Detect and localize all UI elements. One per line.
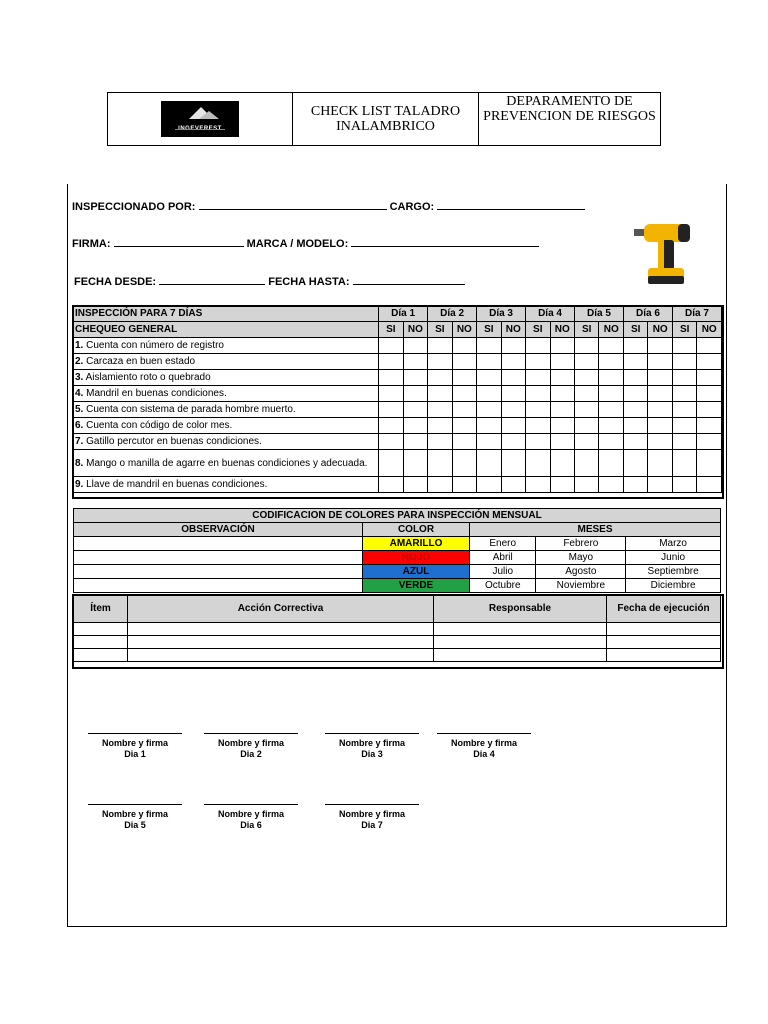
- signature-label: FIRMA:: [72, 238, 111, 250]
- yes-checkbox[interactable]: [379, 354, 403, 370]
- yes-checkbox[interactable]: [379, 477, 403, 493]
- signature-label: Nombre y firma: [217, 809, 285, 819]
- date-from-label: FECHA DESDE:: [74, 276, 157, 288]
- yes-checkbox[interactable]: [428, 354, 452, 370]
- no-checkbox[interactable]: [648, 370, 672, 386]
- yes-header: SI: [477, 322, 501, 338]
- month-cell: Agosto: [536, 565, 626, 579]
- no-checkbox[interactable]: [550, 386, 574, 402]
- signature-day: Dia 4: [473, 749, 495, 759]
- signature-day-1[interactable]: [88, 733, 182, 760]
- month-cell: Junio: [626, 551, 721, 565]
- inspection-item-label: [73, 386, 379, 402]
- inspection-title: INSPECCIÓN PARA 7 DÍAS: [73, 306, 379, 322]
- yes-checkbox[interactable]: [526, 370, 550, 386]
- color-coding-table: [73, 508, 721, 593]
- no-checkbox[interactable]: [452, 354, 476, 370]
- month-cell: Abril: [470, 551, 536, 565]
- signature-label: Nombre y firma: [101, 809, 169, 819]
- no-checkbox[interactable]: [599, 338, 623, 354]
- yes-checkbox[interactable]: [379, 402, 403, 418]
- signature-row: [72, 236, 539, 250]
- yes-checkbox[interactable]: [526, 450, 550, 477]
- no-header: NO: [403, 322, 427, 338]
- signature-day-2[interactable]: [204, 733, 298, 760]
- inspection-item-label: [73, 450, 379, 477]
- no-checkbox[interactable]: [452, 477, 476, 493]
- color-green: VERDE: [363, 579, 470, 593]
- inspection-subheader-row: [73, 322, 722, 338]
- item-field[interactable]: [74, 636, 128, 649]
- yes-checkbox[interactable]: [477, 477, 501, 493]
- inspection-item-label: [73, 434, 379, 450]
- inspection-item-number: 5.: [75, 404, 84, 415]
- yes-header: SI: [379, 322, 403, 338]
- inspection-item-text: Cuenta con sistema de parada hombre muerto.: [86, 404, 296, 415]
- inspected-by-label: INSPECCIONADO POR:: [72, 201, 196, 213]
- no-checkbox[interactable]: [550, 418, 574, 434]
- yes-checkbox[interactable]: [379, 386, 403, 402]
- date-to-field[interactable]: [353, 274, 465, 285]
- inspection-header-row: [73, 306, 722, 322]
- no-checkbox[interactable]: [452, 386, 476, 402]
- signature-label: Nombre y firma: [217, 738, 285, 748]
- yes-header: SI: [428, 322, 452, 338]
- yes-checkbox[interactable]: [623, 354, 647, 370]
- no-checkbox[interactable]: [452, 418, 476, 434]
- no-checkbox[interactable]: [599, 402, 623, 418]
- yes-checkbox[interactable]: [623, 418, 647, 434]
- yes-checkbox[interactable]: [379, 370, 403, 386]
- color-header: COLOR: [363, 523, 470, 537]
- yes-checkbox[interactable]: [526, 354, 550, 370]
- yes-checkbox[interactable]: [477, 386, 501, 402]
- inspection-item-label: [73, 418, 379, 434]
- no-header: NO: [697, 322, 722, 338]
- no-checkbox[interactable]: [550, 477, 574, 493]
- yes-checkbox[interactable]: [672, 386, 696, 402]
- brand-model-label: MARCA / MODELO:: [246, 238, 349, 250]
- yes-checkbox[interactable]: [575, 338, 599, 354]
- no-checkbox[interactable]: [403, 370, 427, 386]
- no-checkbox[interactable]: [501, 477, 525, 493]
- yes-checkbox[interactable]: [477, 354, 501, 370]
- day-header: Día 7: [672, 306, 721, 322]
- no-checkbox[interactable]: [501, 386, 525, 402]
- yes-checkbox[interactable]: [623, 477, 647, 493]
- yes-checkbox[interactable]: [477, 402, 501, 418]
- department-name: DEPARAMENTO DE PREVENCION DE RIESGOS: [479, 93, 661, 146]
- no-checkbox[interactable]: [452, 434, 476, 450]
- item-header: Ítem: [74, 595, 128, 623]
- observation-header: OBSERVACIÓN: [74, 523, 363, 537]
- no-checkbox[interactable]: [697, 338, 722, 354]
- yes-checkbox[interactable]: [428, 434, 452, 450]
- signature-day: Dia 2: [240, 749, 262, 759]
- color-blue: AZUL: [363, 565, 470, 579]
- yes-header: SI: [672, 322, 696, 338]
- execution-date-field[interactable]: [607, 636, 721, 649]
- no-checkbox[interactable]: [697, 386, 722, 402]
- yes-checkbox[interactable]: [623, 386, 647, 402]
- no-checkbox[interactable]: [501, 418, 525, 434]
- company-logo: [161, 101, 239, 137]
- yes-checkbox[interactable]: [526, 477, 550, 493]
- no-checkbox[interactable]: [697, 477, 722, 493]
- yes-checkbox[interactable]: [379, 434, 403, 450]
- cordless-drill-icon: [632, 212, 708, 288]
- yes-checkbox[interactable]: [623, 338, 647, 354]
- no-checkbox[interactable]: [697, 434, 722, 450]
- action-row: [74, 623, 721, 636]
- month-cell: Mayo: [536, 551, 626, 565]
- inspection-item-label: [73, 338, 379, 354]
- inspection-item-row: [73, 418, 722, 434]
- inspection-item-label: [73, 402, 379, 418]
- inspection-item-number: 1.: [75, 340, 84, 351]
- yes-checkbox[interactable]: [575, 354, 599, 370]
- observation-field[interactable]: [74, 565, 363, 579]
- date-row: [74, 274, 465, 288]
- signature-label: Nombre y firma: [450, 738, 518, 748]
- month-cell: Marzo: [626, 537, 721, 551]
- day-header: Día 3: [477, 306, 526, 322]
- inspection-subtitle: CHEQUEO GENERAL: [73, 322, 379, 338]
- yes-checkbox[interactable]: [379, 418, 403, 434]
- no-checkbox[interactable]: [648, 418, 672, 434]
- month-cell: Diciembre: [626, 579, 721, 593]
- no-checkbox[interactable]: [648, 402, 672, 418]
- corrective-action-field[interactable]: [128, 636, 434, 649]
- yes-checkbox[interactable]: [526, 386, 550, 402]
- no-checkbox[interactable]: [599, 354, 623, 370]
- signature-day: Dia 1: [124, 749, 146, 759]
- position-field[interactable]: [437, 199, 585, 210]
- no-checkbox[interactable]: [599, 450, 623, 477]
- responsible-field[interactable]: [434, 649, 607, 662]
- day-header: Día 5: [575, 306, 624, 322]
- no-checkbox[interactable]: [403, 354, 427, 370]
- month-cell: Noviembre: [536, 579, 626, 593]
- inspection-item-label: [73, 477, 379, 493]
- yes-checkbox[interactable]: [428, 386, 452, 402]
- inspection-item-text: Llave de mandril en buenas condiciones.: [86, 479, 268, 490]
- inspection-item-row: [73, 450, 722, 477]
- document-header: [107, 92, 661, 146]
- yes-checkbox[interactable]: [428, 338, 452, 354]
- signature-day: Dia 6: [240, 820, 262, 830]
- signature-label: Nombre y firma: [101, 738, 169, 748]
- execution-date-field[interactable]: [607, 649, 721, 662]
- responsible-field[interactable]: [434, 636, 607, 649]
- action-row: [74, 649, 721, 662]
- signature-day-4[interactable]: [437, 733, 531, 760]
- execution-date-header: Fecha de ejecución: [607, 595, 721, 623]
- signature-day-6[interactable]: [204, 804, 298, 831]
- date-to-label: FECHA HASTA:: [268, 276, 350, 288]
- yes-checkbox[interactable]: [672, 418, 696, 434]
- inspection-item-number: 2.: [75, 356, 84, 367]
- inspection-item-text: Mandril en buenas condiciones.: [86, 388, 227, 399]
- no-checkbox[interactable]: [697, 450, 722, 477]
- no-checkbox[interactable]: [501, 402, 525, 418]
- day-header: Día 6: [623, 306, 672, 322]
- no-checkbox[interactable]: [599, 386, 623, 402]
- no-checkbox[interactable]: [648, 434, 672, 450]
- no-checkbox[interactable]: [648, 338, 672, 354]
- inspection-item-number: 6.: [75, 420, 84, 431]
- signature-day: Dia 7: [361, 820, 383, 830]
- yes-checkbox[interactable]: [428, 402, 452, 418]
- no-checkbox[interactable]: [501, 338, 525, 354]
- no-checkbox[interactable]: [599, 434, 623, 450]
- yes-checkbox[interactable]: [575, 477, 599, 493]
- logo-cell: [108, 93, 293, 146]
- yes-checkbox[interactable]: [575, 370, 599, 386]
- inspection-item-text: Cuenta con código de color mes.: [86, 420, 233, 431]
- signature-field[interactable]: [114, 236, 244, 247]
- date-from-field[interactable]: [159, 274, 265, 285]
- yes-checkbox[interactable]: [477, 434, 501, 450]
- inspection-item-text: Mango o manilla de agarre en buenas condiciones y adecuada.: [86, 457, 368, 469]
- inspection-item-number: 8.: [75, 457, 84, 469]
- no-header: NO: [550, 322, 574, 338]
- yes-checkbox[interactable]: [672, 338, 696, 354]
- yes-header: SI: [526, 322, 550, 338]
- execution-date-field[interactable]: [607, 623, 721, 636]
- yes-checkbox[interactable]: [575, 418, 599, 434]
- no-checkbox[interactable]: [599, 477, 623, 493]
- inspection-item-number: 9.: [75, 479, 84, 490]
- no-checkbox[interactable]: [403, 418, 427, 434]
- month-cell: Febrero: [536, 537, 626, 551]
- yes-checkbox[interactable]: [428, 477, 452, 493]
- observation-field[interactable]: [74, 537, 363, 551]
- no-checkbox[interactable]: [501, 370, 525, 386]
- yes-header: SI: [623, 322, 647, 338]
- no-checkbox[interactable]: [452, 338, 476, 354]
- yes-checkbox[interactable]: [672, 370, 696, 386]
- yes-checkbox[interactable]: [672, 477, 696, 493]
- inspection-item-text: Cuenta con número de registro: [86, 340, 224, 351]
- inspection-item-row: [73, 402, 722, 418]
- day-header: Día 1: [379, 306, 428, 322]
- signature-label: Nombre y firma: [338, 809, 406, 819]
- inspection-item-number: 7.: [75, 436, 84, 447]
- inspected-by-row: [72, 199, 585, 213]
- signature-day-5[interactable]: [88, 804, 182, 831]
- signature-day: Dia 5: [124, 820, 146, 830]
- no-checkbox[interactable]: [599, 370, 623, 386]
- no-checkbox[interactable]: [501, 450, 525, 477]
- day-header: Día 4: [526, 306, 575, 322]
- yes-checkbox[interactable]: [526, 402, 550, 418]
- observation-field[interactable]: [74, 551, 363, 565]
- no-checkbox[interactable]: [403, 386, 427, 402]
- no-checkbox[interactable]: [403, 338, 427, 354]
- inspection-items: [73, 338, 722, 493]
- month-cell: Octubre: [470, 579, 536, 593]
- no-checkbox[interactable]: [452, 370, 476, 386]
- no-checkbox[interactable]: [403, 477, 427, 493]
- yes-checkbox[interactable]: [672, 434, 696, 450]
- no-checkbox[interactable]: [452, 402, 476, 418]
- no-checkbox[interactable]: [501, 354, 525, 370]
- inspection-item-row: [73, 477, 722, 493]
- no-checkbox[interactable]: [452, 450, 476, 477]
- brand-model-field[interactable]: [351, 236, 539, 247]
- no-header: NO: [452, 322, 476, 338]
- inspection-item-row: [73, 354, 722, 370]
- yes-header: SI: [575, 322, 599, 338]
- position-label: CARGO:: [389, 201, 435, 213]
- responsible-header: Responsable: [434, 595, 607, 623]
- yes-checkbox[interactable]: [379, 338, 403, 354]
- inspection-item-number: 3.: [75, 372, 84, 383]
- inspection-table: [72, 305, 722, 493]
- inspection-item-row: [73, 338, 722, 354]
- signature-day-7[interactable]: [325, 804, 419, 831]
- yes-checkbox[interactable]: [428, 418, 452, 434]
- no-checkbox[interactable]: [648, 386, 672, 402]
- no-checkbox[interactable]: [550, 450, 574, 477]
- responsible-field[interactable]: [434, 623, 607, 636]
- months-header: MESES: [470, 523, 721, 537]
- no-checkbox[interactable]: [599, 418, 623, 434]
- no-checkbox[interactable]: [648, 354, 672, 370]
- yes-checkbox[interactable]: [672, 450, 696, 477]
- no-checkbox[interactable]: [403, 450, 427, 477]
- month-cell: Enero: [470, 537, 536, 551]
- no-checkbox[interactable]: [501, 434, 525, 450]
- item-field[interactable]: [74, 649, 128, 662]
- no-checkbox[interactable]: [403, 434, 427, 450]
- inspection-item-label: [73, 370, 379, 386]
- yes-checkbox[interactable]: [575, 434, 599, 450]
- yes-checkbox[interactable]: [526, 338, 550, 354]
- corrective-action-field[interactable]: [128, 649, 434, 662]
- inspection-item-label: [73, 354, 379, 370]
- corrective-action-header: Acción Correctiva: [128, 595, 434, 623]
- no-checkbox[interactable]: [648, 450, 672, 477]
- yes-checkbox[interactable]: [526, 434, 550, 450]
- no-checkbox[interactable]: [697, 418, 722, 434]
- no-checkbox[interactable]: [550, 370, 574, 386]
- no-checkbox[interactable]: [550, 434, 574, 450]
- day-header: Día 2: [428, 306, 477, 322]
- item-field[interactable]: [74, 623, 128, 636]
- no-checkbox[interactable]: [697, 354, 722, 370]
- color-coding-title: CODIFICACION DE COLORES PARA INSPECCIÓN MENSUAL: [74, 509, 721, 523]
- inspection-item-text: Gatillo percutor en buenas condiciones.: [86, 436, 262, 447]
- inspection-item-row: [73, 434, 722, 450]
- inspection-item-text: Aislamiento roto o quebrado: [85, 372, 211, 383]
- yes-checkbox[interactable]: [477, 370, 501, 386]
- yes-checkbox[interactable]: [526, 418, 550, 434]
- no-checkbox[interactable]: [550, 402, 574, 418]
- signature-day-3[interactable]: [325, 733, 419, 760]
- color-red: ROJO: [363, 551, 470, 565]
- observation-field[interactable]: [74, 579, 363, 593]
- month-cell: Septiembre: [626, 565, 721, 579]
- action-row: [74, 636, 721, 649]
- inspection-item-row: [73, 370, 722, 386]
- yes-checkbox[interactable]: [477, 338, 501, 354]
- no-header: NO: [599, 322, 623, 338]
- yes-checkbox[interactable]: [672, 402, 696, 418]
- yes-checkbox[interactable]: [623, 450, 647, 477]
- no-checkbox[interactable]: [550, 354, 574, 370]
- no-header: NO: [648, 322, 672, 338]
- yes-checkbox[interactable]: [428, 450, 452, 477]
- no-checkbox[interactable]: [550, 338, 574, 354]
- yes-checkbox[interactable]: [623, 434, 647, 450]
- yes-checkbox[interactable]: [623, 370, 647, 386]
- yes-checkbox[interactable]: [428, 370, 452, 386]
- no-checkbox[interactable]: [648, 477, 672, 493]
- inspected-by-field[interactable]: [199, 199, 387, 210]
- inspection-item-row: [73, 386, 722, 402]
- inspection-item-text: Carcaza en buen estado: [86, 356, 196, 367]
- no-header: NO: [501, 322, 525, 338]
- yes-checkbox[interactable]: [379, 450, 403, 477]
- corrective-action-field[interactable]: [128, 623, 434, 636]
- month-cell: Julio: [470, 565, 536, 579]
- signature-day: Dia 3: [361, 749, 383, 759]
- yes-checkbox[interactable]: [623, 402, 647, 418]
- corrective-action-table: [73, 594, 721, 662]
- yes-checkbox[interactable]: [575, 450, 599, 477]
- signature-label: Nombre y firma: [338, 738, 406, 748]
- yes-checkbox[interactable]: [672, 354, 696, 370]
- yes-checkbox[interactable]: [575, 402, 599, 418]
- color-yellow: AMARILLO: [363, 537, 470, 551]
- no-checkbox[interactable]: [403, 402, 427, 418]
- yes-checkbox[interactable]: [477, 450, 501, 477]
- document-title: CHECK LIST TALADRO INALAMBRICO: [293, 93, 479, 146]
- yes-checkbox[interactable]: [575, 386, 599, 402]
- inspection-item-number: 4.: [75, 388, 84, 399]
- yes-checkbox[interactable]: [477, 418, 501, 434]
- no-checkbox[interactable]: [697, 402, 722, 418]
- no-checkbox[interactable]: [697, 370, 722, 386]
